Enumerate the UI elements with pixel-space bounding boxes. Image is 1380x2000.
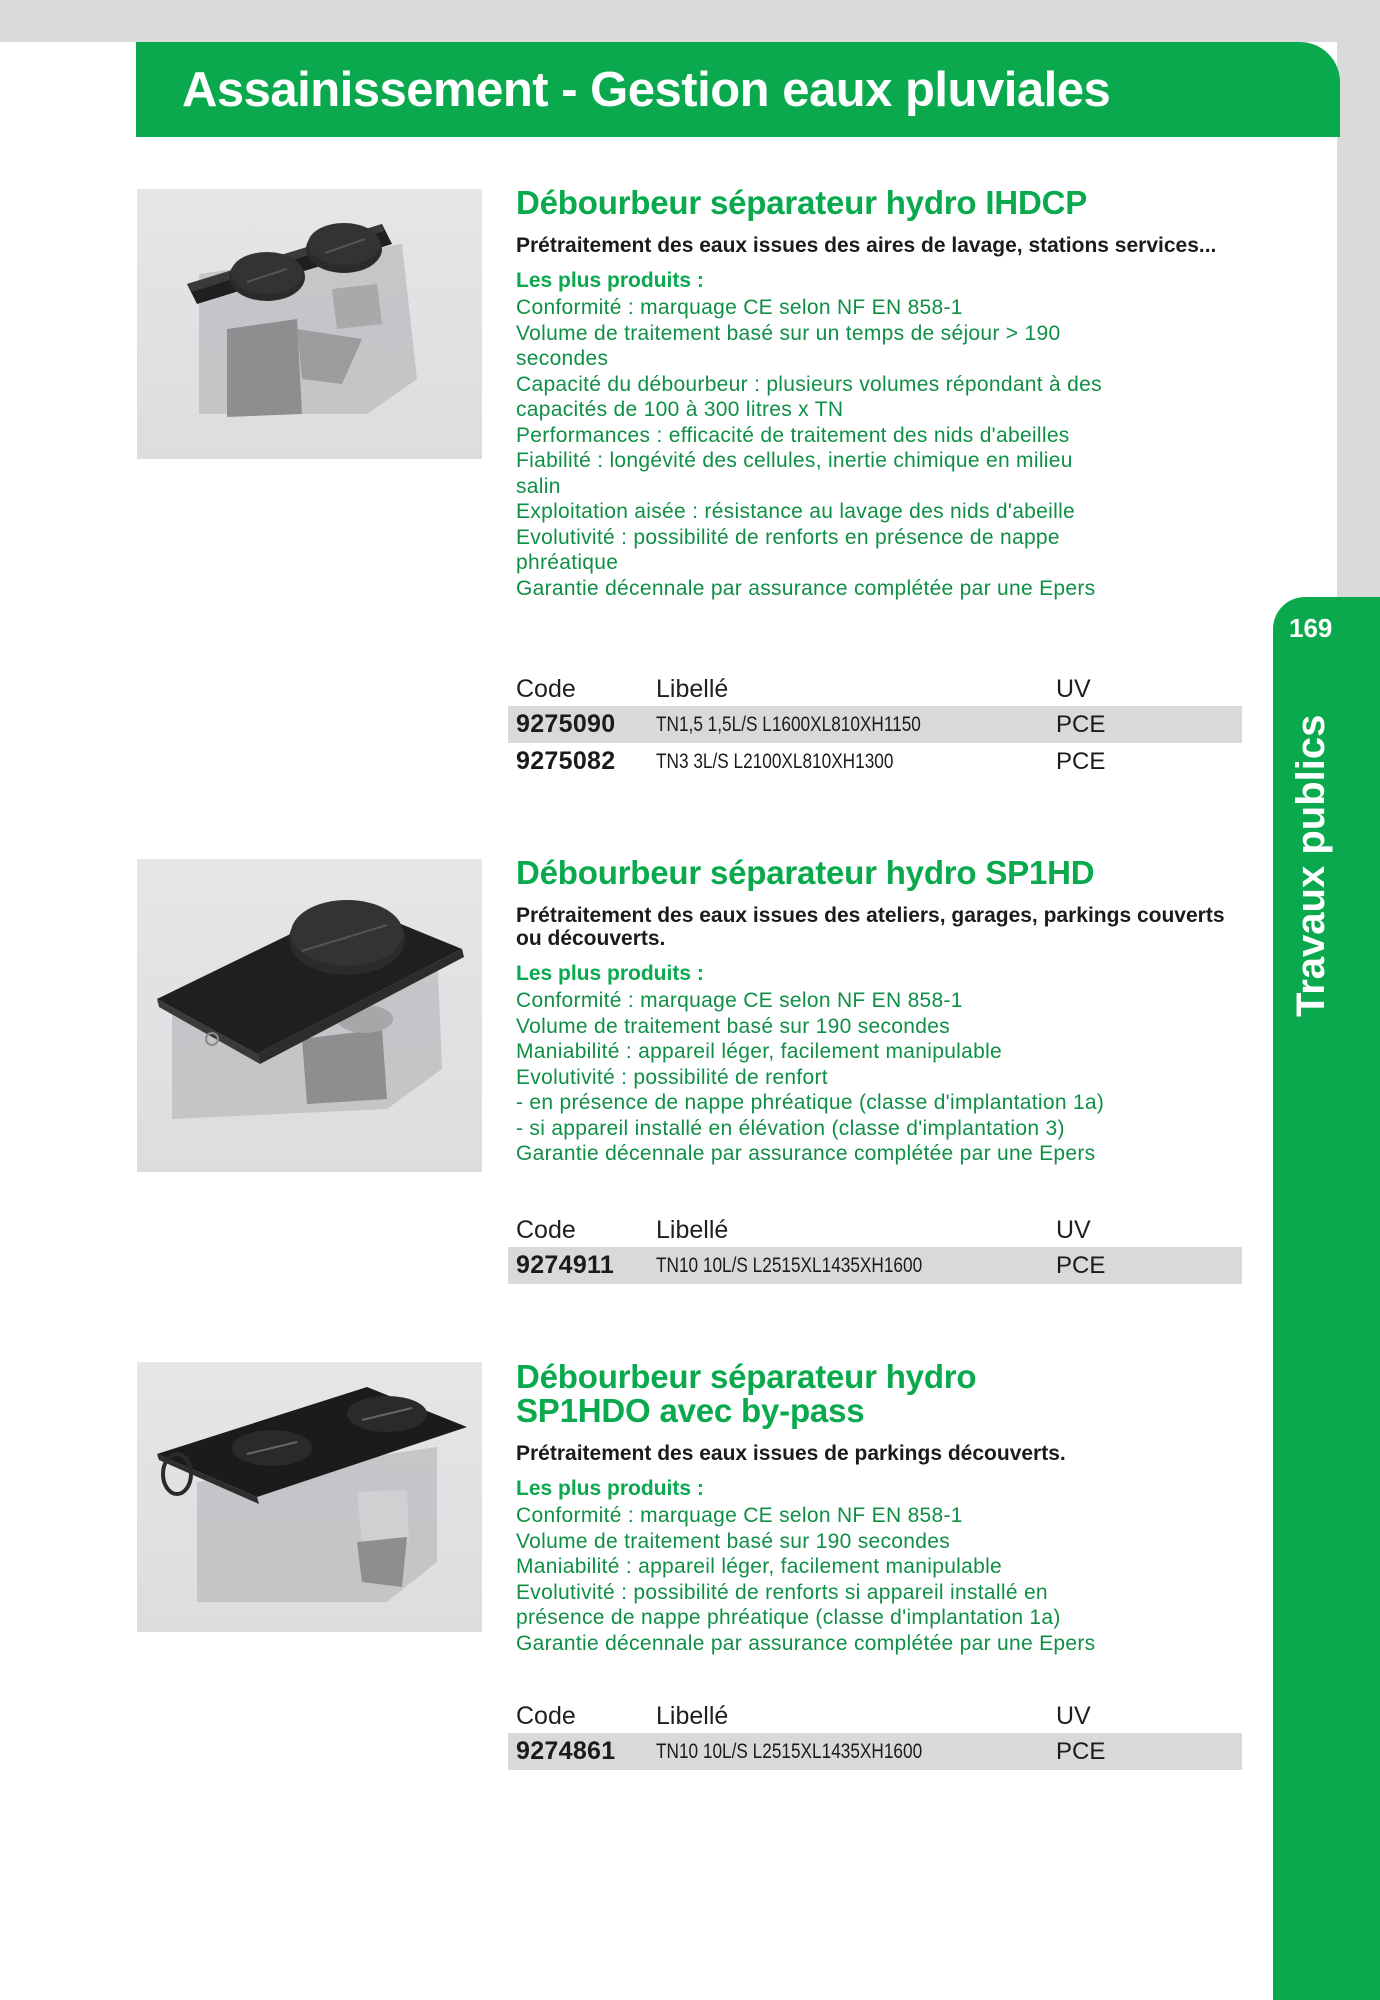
row-uv: PCE xyxy=(1056,710,1106,738)
section-header xyxy=(136,42,1340,137)
feature-item: Maniabilité : appareil léger, facilement manipulable xyxy=(516,1040,1003,1063)
header-uv: UV xyxy=(1056,1701,1091,1730)
header-code: Code xyxy=(516,674,576,703)
feature-item: Volume de traitement basé sur un temps de séjour > 190 xyxy=(516,321,1061,345)
feature-item: Capacité du débourbeur : plusieurs volumes répondant à des xyxy=(516,372,1102,396)
feature-item: Volume de traitement basé sur 190 secondes xyxy=(516,1014,951,1038)
feature-item: salin xyxy=(516,474,561,498)
section-label: Travaux publics xyxy=(1288,714,1333,1017)
feature-item: Evolutivité : possibilité de renforts en présence de nappe xyxy=(516,525,1060,549)
feature-item: Evolutivité : possibilité de renfort xyxy=(516,1065,828,1089)
header-uv: UV xyxy=(1056,1215,1091,1244)
header-label: Libellé xyxy=(656,674,729,703)
product-description: Prétraitement des eaux issues des aires de lavage, stations services... xyxy=(516,234,1217,257)
feature-item: Garantie décennale par assurance complétée par une Epers xyxy=(516,1631,1096,1655)
product-details xyxy=(516,1360,1246,1656)
feature-item: Conformité : marquage CE selon NF EN 858-1 xyxy=(516,1504,963,1527)
product-code-table xyxy=(508,1213,1242,1284)
features-heading: Les plus produits : xyxy=(516,1477,704,1500)
feature-item: Volume de traitement basé sur 190 secondes xyxy=(516,1529,951,1553)
feature-item: Fiabilité : longévité des cellules, inertie chimique en milieu xyxy=(516,449,1073,472)
page-title: Assainissement - Gestion eaux pluviales xyxy=(182,62,1111,117)
feature-item: capacités de 100 à 300 litres x TN xyxy=(516,398,844,421)
features-list xyxy=(516,988,1246,1167)
row-uv: PCE xyxy=(1056,1251,1106,1279)
header-label: Libellé xyxy=(656,1215,729,1244)
feature-item: - en présence de nappe phréatique (classe d'implantation 1a) xyxy=(516,1091,1105,1114)
feature-item: secondes xyxy=(516,347,609,370)
header-uv: UV xyxy=(1056,674,1091,703)
top-margin-band xyxy=(0,0,1380,42)
product-illustration-icon xyxy=(137,189,482,459)
separator-twin-lid-image xyxy=(137,189,482,459)
feature-item: Conformité : marquage CE selon NF EN 858-1 xyxy=(516,989,963,1012)
features-list xyxy=(516,295,1246,601)
header-code: Code xyxy=(516,1215,576,1244)
product-details xyxy=(516,186,1246,601)
row-code: 9275082 xyxy=(516,747,616,775)
features-heading: Les plus produits : xyxy=(516,269,704,292)
section-side-tab xyxy=(1273,597,1380,2000)
table-header xyxy=(508,1699,1242,1733)
feature-item: Garantie décennale par assurance complétée par une Epers xyxy=(516,1142,1096,1165)
product-details xyxy=(516,856,1246,1167)
feature-item: Exploitation aisée : résistance au lavage des nids d'abeille xyxy=(516,500,1076,523)
feature-item: - si appareil installé en élévation (classe d'implantation 3) xyxy=(516,1116,1065,1140)
header-code: Code xyxy=(516,1701,576,1730)
product-title: Débourbeur séparateur hydro SP1HDO avec by-pass xyxy=(516,1358,977,1429)
row-uv: PCE xyxy=(1056,1737,1106,1765)
right-margin-band xyxy=(1337,42,1380,598)
header-label: Libellé xyxy=(656,1701,729,1730)
product-code-table xyxy=(508,1699,1242,1770)
table-header xyxy=(508,1213,1242,1247)
feature-item: Maniabilité : appareil léger, facilement manipulable xyxy=(516,1555,1003,1578)
separator-single-lid-image xyxy=(137,859,482,1172)
page-number: 169 xyxy=(1289,613,1333,643)
product-code-table xyxy=(508,672,1242,780)
product-title: Débourbeur séparateur hydro SP1HD xyxy=(516,854,1095,891)
product-illustration-icon xyxy=(137,1362,482,1632)
row-label: TN10 10L/S L2515XL1435XH1600 xyxy=(656,1253,923,1277)
row-code: 9275090 xyxy=(516,710,616,738)
row-uv: PCE xyxy=(1056,747,1106,775)
feature-item: Performances : efficacité de traitement des nids d'abeilles xyxy=(516,423,1070,447)
product-description: Prétraitement des eaux issues de parkings découverts. xyxy=(516,1442,1066,1465)
feature-item: Evolutivité : possibilité de renforts si appareil installé en xyxy=(516,1580,1048,1604)
table-row xyxy=(508,743,1242,780)
row-code: 9274861 xyxy=(516,1737,616,1765)
separator-bypass-image xyxy=(137,1362,482,1632)
feature-item: Conformité : marquage CE selon NF EN 858-1 xyxy=(516,296,963,319)
row-label: TN10 10L/S L2515XL1435XH1600 xyxy=(656,1739,923,1763)
product-description: Prétraitement des eaux issues des ateliers, garages, parkings couverts ou découverts. xyxy=(516,904,1225,950)
table-row xyxy=(508,706,1242,743)
feature-item: phréatique xyxy=(516,551,619,574)
table-row xyxy=(508,1733,1242,1770)
row-code: 9274911 xyxy=(516,1251,615,1279)
feature-item: Garantie décennale par assurance complétée par une Epers xyxy=(516,576,1096,600)
product-illustration-icon xyxy=(137,859,482,1172)
product-title: Débourbeur séparateur hydro IHDCP xyxy=(516,184,1088,221)
row-label: TN3 3L/S L2100XL810XH1300 xyxy=(656,749,894,773)
feature-item: présence de nappe phréatique (classe d'implantation 1a) xyxy=(516,1606,1061,1629)
table-header xyxy=(508,672,1242,706)
features-list xyxy=(516,1503,1246,1656)
row-label: TN1,5 1,5L/S L1600XL810XH1150 xyxy=(656,712,921,736)
features-heading: Les plus produits : xyxy=(516,962,704,985)
table-row xyxy=(508,1247,1242,1284)
